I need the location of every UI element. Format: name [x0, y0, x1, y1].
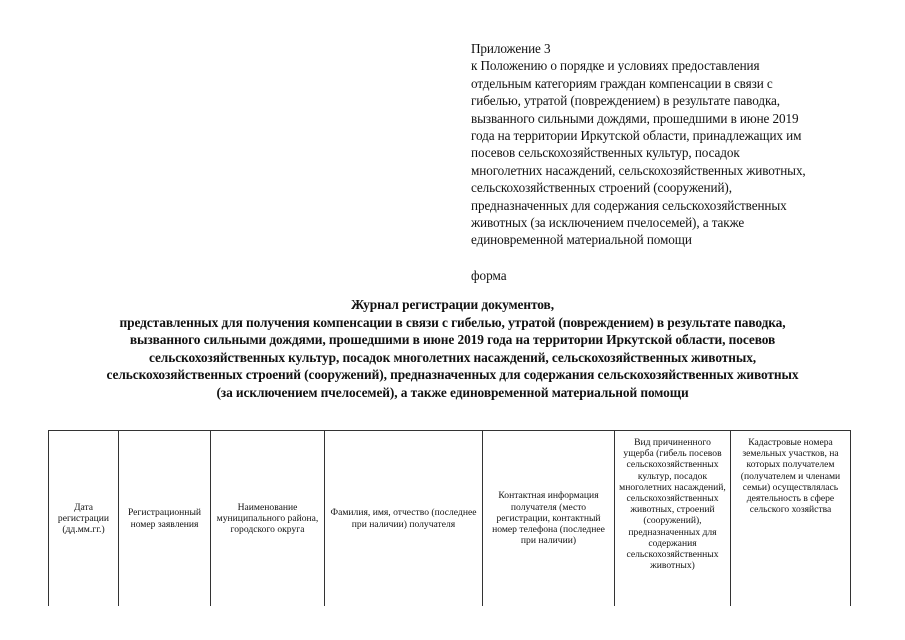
appendix-line: отдельным категориям граждан компенсации в связи с: [471, 75, 773, 91]
appendix-line: многолетних насаждений, сельскохозяйственных животных,: [471, 162, 806, 178]
header-contact-info: Контактная информация получателя (место регистрации, контактный номер телефона (последнее при наличии): [483, 431, 615, 607]
appendix-line: сельскохозяйственных строений (сооружений),: [471, 180, 732, 196]
appendix-line: к Положению о порядке и условиях предоставления: [471, 58, 760, 74]
header-cadastral-numbers: Кадастровые номера земельных участков, на которых получателем (получателем и членами семьи) осуществлялась деятельность в сфере сельского хозяйства: [731, 431, 851, 607]
appendix-line: года на территории Иркутской области, принадлежащих им: [471, 128, 802, 144]
appendix-line: вызванного сильными дождями, прошедшими в июне 2019: [471, 110, 799, 126]
appendix-line: гибелью, утратой (повреждением) в результате паводка,: [471, 93, 780, 109]
registration-table: [48, 430, 851, 606]
appendix-line: единовременной материальной помощи: [471, 232, 692, 248]
appendix-line: Приложение 3: [471, 41, 551, 56]
journal-title: [20, 296, 885, 402]
appendix-line: предназначенных для содержания сельскохозяйственных: [471, 197, 787, 213]
journal-title-line: (за исключением пчелосемей), а также единовременной материальной помощи: [216, 384, 689, 400]
header-recipient-name: Фамилия, имя, отчество (последнее при наличии) получателя: [325, 431, 483, 607]
journal-title-line: вызванного сильными дождями, прошедшими в июне 2019 года на территории Иркутской области, посевов: [129, 332, 776, 348]
header-municipal-district: Наименование муниципального района, городского округа: [211, 431, 325, 607]
form-label: форма: [471, 268, 507, 283]
table-header-row: [49, 431, 851, 607]
appendix-heading: [471, 40, 881, 249]
journal-title-line: Журнал регистрации документов,: [351, 297, 554, 312]
header-registration-number: Регистрационный номер заявления: [119, 431, 211, 607]
journal-title-line: сельскохозяйственных строений (сооружений), предназначенных для содержания сельскохозяйственных животных: [106, 367, 799, 383]
appendix-line: посевов сельскохозяйственных культур, посадок: [471, 145, 740, 161]
journal-title-line: сельскохозяйственных культур, посадок многолетних насаждений, сельскохозяйственных животных,: [148, 349, 757, 365]
appendix-line: животных (за исключением пчелосемей), а также: [471, 215, 745, 231]
header-damage-type: Вид причиненного ущерба (гибель посевов сельскохозяйственных культур, посадок многолетних насаждений, сельскохозяйственных животных, строений (сооружений), предназначенных для содержания сельскохозяйственных животных): [615, 431, 731, 607]
journal-title-line: представленных для получения компенсации в связи с гибелью, утратой (повреждением) в результате паводка,: [119, 314, 786, 330]
header-registration-date: Дата регистрации (дд.мм.гг.): [49, 431, 119, 607]
